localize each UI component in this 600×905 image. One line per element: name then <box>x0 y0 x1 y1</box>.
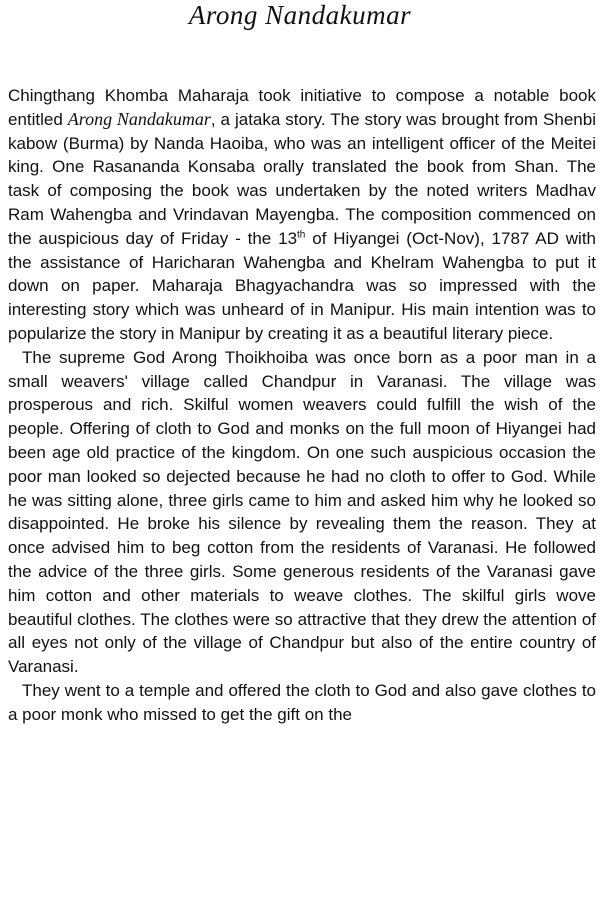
paragraph-1-text-b: , a jataka story. The story was brought from Shenbi kabow (Burma) by Nanda Haoiba, who was an intelligent officer of the Meitei king. One Rasananda Konsaba orally translated the book from Shan. The task of composing the book was undertaken by the noted writers Madhav Ram Wahengba and Vrindavan Mayengba. The composition commenced on the auspicious day of Friday - the 13 <box>8 109 596 248</box>
paragraph-1-text-a: Chingthang Khomba Maharaja took initiative to compose a notable book entitled <box>8 86 596 129</box>
book-title: Arong Nandakumar <box>67 108 211 129</box>
body-text <box>8 84 596 727</box>
paragraph-3: They went to a temple and offered the cloth to God and also gave clothes to a poor monk who missed to get the gift on the <box>8 680 596 724</box>
paragraph-1 <box>8 84 596 346</box>
paragraph-1-text-c: of Hiyangei (Oct-Nov), 1787 AD with the assistance of Haricharan Wahengba and Khelram Wahengba to put it down on paper. Maharaja Bhagyachandra was so impressed with the interesting story which was unheard of in Manipur. His main intention was to popularize the story in Manipur by creating it as a beautiful literary piece. <box>8 228 596 343</box>
ordinal-suffix: th <box>297 229 306 241</box>
paragraph-2: The supreme God Arong Thoikhoiba was once born as a poor man in a small weavers' village called Chandpur in Varanasi. The village was prosperous and rich. Skilful women weavers could fulfill the wish of the people. Offering of cloth to God and monks on the full moon of Hiyangei had been age old practice of the kingdom. On one such auspicious occasion the poor man looked so dejected because he had no cloth to offer to God. While he was sitting alone, three girls came to him and asked him why he looked so disappointed. He broke his silence by revealing them the reason. They at once advised him to beg cotton from the residents of Varanasi. He followed the advice of the three girls. Some generous residents of the Varanasi gave him cotton and other materials to weave clothes. The skilful girls wove beautiful clothes. The clothes were so attractive that they drew the attention of all eyes not only of the village of Chandpur but also of the entire country of Varanasi. <box>8 347 596 677</box>
page-title: Arong Nandakumar <box>188 0 412 30</box>
